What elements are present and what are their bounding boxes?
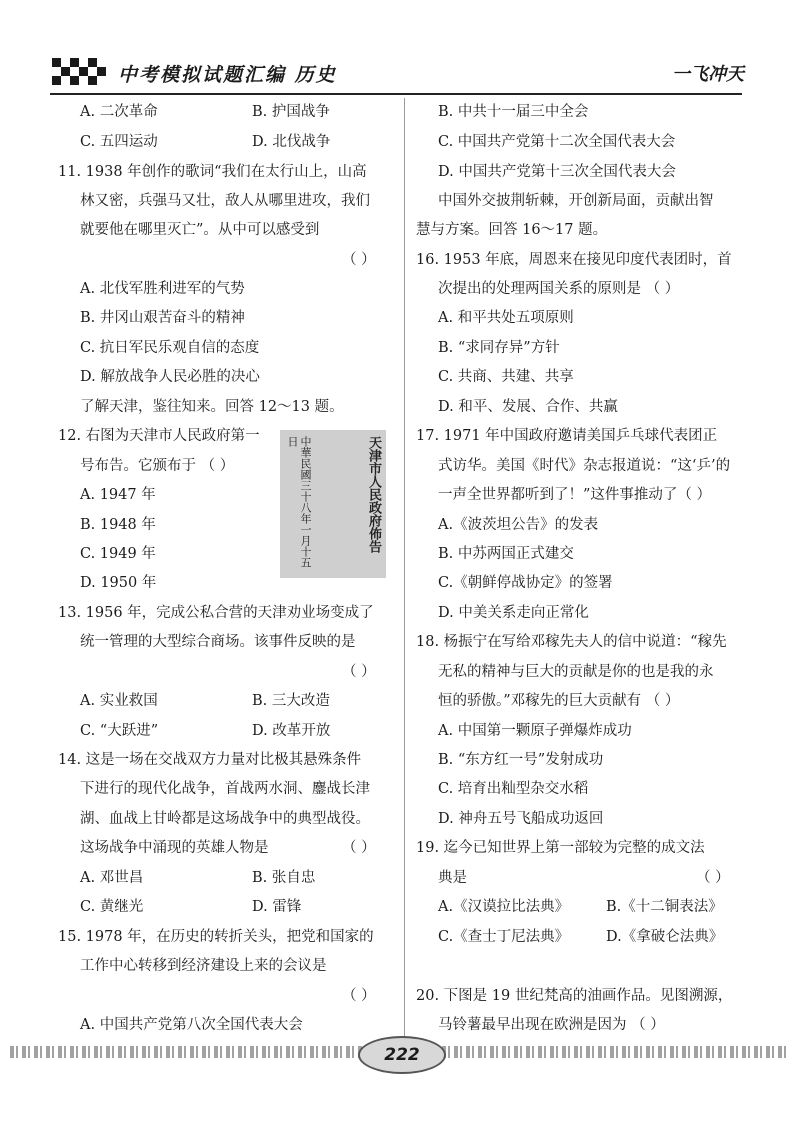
text-line: （ ） bbox=[342, 988, 376, 1004]
text-line: 工作中心转移到经济建设上来的会议是 bbox=[80, 958, 327, 974]
notice-image bbox=[280, 430, 386, 578]
text-line: A. 1947 年 bbox=[80, 487, 156, 503]
text-line: C. 抗日军民乐观自信的态度 bbox=[80, 340, 260, 356]
brand-logo: 一飞冲天 bbox=[672, 64, 744, 85]
column-divider bbox=[404, 98, 405, 1038]
text-line: 慧与方案。回答 16～17 题。 bbox=[416, 222, 608, 238]
text-line: 这场战争中涌现的英雄人物是 bbox=[80, 840, 269, 856]
page-number: 222 bbox=[358, 1036, 446, 1074]
text-line: B. 张自忠 bbox=[252, 870, 316, 886]
text-line: 13. 1956 年，完成公私合营的天津劝业场变成了 bbox=[58, 605, 374, 621]
text-line: B. 井冈山艰苦奋斗的精神 bbox=[80, 310, 245, 326]
text-line: D. 改革开放 bbox=[252, 723, 331, 739]
text-line: C. 五四运动 bbox=[80, 134, 158, 150]
text-line: B. 三大改造 bbox=[252, 693, 330, 709]
text-line: （ ） bbox=[342, 252, 376, 268]
text-line: 恒的骄傲。”邓稼先的巨大贡献有 （ ） bbox=[438, 693, 680, 709]
text-line: C. 中国共产党第十二次全国代表大会 bbox=[438, 134, 676, 150]
text-line: C. 共商、共建、共享 bbox=[438, 369, 574, 385]
text-line: D. 1950 年 bbox=[80, 575, 157, 591]
text-line: 统一管理的大型综合商场。该事件反映的是 bbox=[80, 634, 356, 650]
text-line: C. 培育出籼型杂交水稻 bbox=[438, 781, 589, 797]
text-line: 次提出的处理两国关系的原则是 （ ） bbox=[438, 281, 680, 297]
text-line: 11. 1938 年创作的歌词“我们在太行山上，山高 bbox=[58, 164, 367, 180]
text-line: 12. 右图为天津市人民政府第一 bbox=[58, 428, 260, 444]
text-line: D. 雷锋 bbox=[252, 899, 302, 915]
text-line: 15. 1978 年，在历史的转折关头，把党和国家的 bbox=[58, 929, 374, 945]
text-line: 就要他在哪里灭亡”。从中可以感受到 bbox=[80, 222, 320, 238]
book-title: 中考模拟试题汇编 历史 bbox=[118, 64, 337, 86]
text-line: A. 二次革命 bbox=[80, 104, 158, 120]
text-line: 号布告。它颁布于 （ ） bbox=[80, 458, 235, 474]
text-line: B. “求同存异”方针 bbox=[438, 340, 560, 356]
text-line: 18. 杨振宁在写给邓稼先夫人的信中说道：“稼先 bbox=[416, 634, 727, 650]
text-line: C. “大跃进” bbox=[80, 723, 159, 739]
text-line: B. 1948 年 bbox=[80, 517, 156, 533]
text-line: B. “东方红一号”发射成功 bbox=[438, 752, 604, 768]
checker-logo-icon bbox=[52, 58, 104, 92]
text-line: （ ） bbox=[342, 664, 376, 680]
text-line: 17. 1971 年中国政府邀请美国乒乓球代表团正 bbox=[416, 428, 718, 444]
text-line: D. 北伐战争 bbox=[252, 134, 331, 150]
text-line: 中国外交披荆斩棘，开创新局面，贡献出智 bbox=[438, 193, 714, 209]
text-line: 20. 下图是 19 世纪梵高的油画作品。见图溯源， bbox=[416, 988, 733, 1004]
text-line: C. 1949 年 bbox=[80, 546, 156, 562]
text-line: 无私的精神与巨大的贡献是你的也是我的永 bbox=[438, 664, 714, 680]
page-header bbox=[0, 0, 800, 100]
text-line: A. 中国第一颗原子弹爆炸成功 bbox=[438, 723, 632, 739]
text-line: 下进行的现代化战争，首战两水洞、鏖战长津 bbox=[80, 781, 370, 797]
text-line: 了解天津，鉴往知来。回答 12～13 题。 bbox=[80, 399, 344, 415]
notice-title: 天津市人民政府佈告 bbox=[366, 436, 381, 553]
text-line: C.《查士丁尼法典》 bbox=[438, 929, 570, 945]
text-line: C.《朝鲜停战协定》的签署 bbox=[438, 575, 613, 591]
text-line: B.《十二铜表法》 bbox=[606, 899, 723, 915]
text-line: 式访华。美国《时代》杂志报道说：“这‘乒’的 bbox=[438, 458, 731, 474]
text-line: D. 解放战争人民必胜的决心 bbox=[80, 369, 260, 385]
text-line: A. 邓世昌 bbox=[80, 870, 144, 886]
text-line: B. 中苏两国正式建交 bbox=[438, 546, 574, 562]
header-rule bbox=[50, 93, 742, 95]
text-line: A. 实业救国 bbox=[80, 693, 158, 709]
text-line: A. 中国共产党第八次全国代表大会 bbox=[80, 1017, 303, 1033]
text-line: 14. 这是一场在交战双方力量对比极其悬殊条件 bbox=[58, 752, 362, 768]
text-line: A. 北伐军胜利进军的气势 bbox=[80, 281, 245, 297]
text-line: B. 护国战争 bbox=[252, 104, 330, 120]
text-line: 一声全世界都听到了！”这件事推动了（ ） bbox=[438, 487, 712, 503]
notice-date: 中華民國三十八年一月十五日 bbox=[286, 436, 312, 568]
text-line: C. 黄继光 bbox=[80, 899, 144, 915]
text-line: A. 和平共处五项原则 bbox=[438, 310, 574, 326]
text-line: 湖、血战上甘岭都是这场战争中的典型战役。 bbox=[80, 811, 370, 827]
text-line: B. 中共十一届三中全会 bbox=[438, 104, 589, 120]
text-line: （ ） bbox=[696, 870, 730, 886]
text-line: D. 中国共产党第十三次全国代表大会 bbox=[438, 164, 676, 180]
text-line: 林又密，兵强马又壮，敌人从哪里进攻，我们 bbox=[80, 193, 370, 209]
text-line: D. 和平、发展、合作、共赢 bbox=[438, 399, 618, 415]
text-line: 16. 1953 年底，周恩来在接见印度代表团时，首 bbox=[416, 252, 732, 268]
text-line: 马铃薯最早出现在欧洲是因为 （ ） bbox=[438, 1017, 665, 1033]
text-line: A.《汉谟拉比法典》 bbox=[438, 899, 570, 915]
text-line: D. 神舟五号飞船成功返回 bbox=[438, 811, 604, 827]
text-line: 19. 迄今已知世界上第一部较为完整的成文法 bbox=[416, 840, 705, 856]
text-line: 典是 bbox=[438, 870, 467, 886]
text-line: D. 中美关系走向正常化 bbox=[438, 605, 589, 621]
text-line: D.《拿破仑法典》 bbox=[606, 929, 724, 945]
text-line: （ ） bbox=[342, 840, 376, 856]
text-line: A.《波茨坦公告》的发表 bbox=[438, 517, 599, 533]
